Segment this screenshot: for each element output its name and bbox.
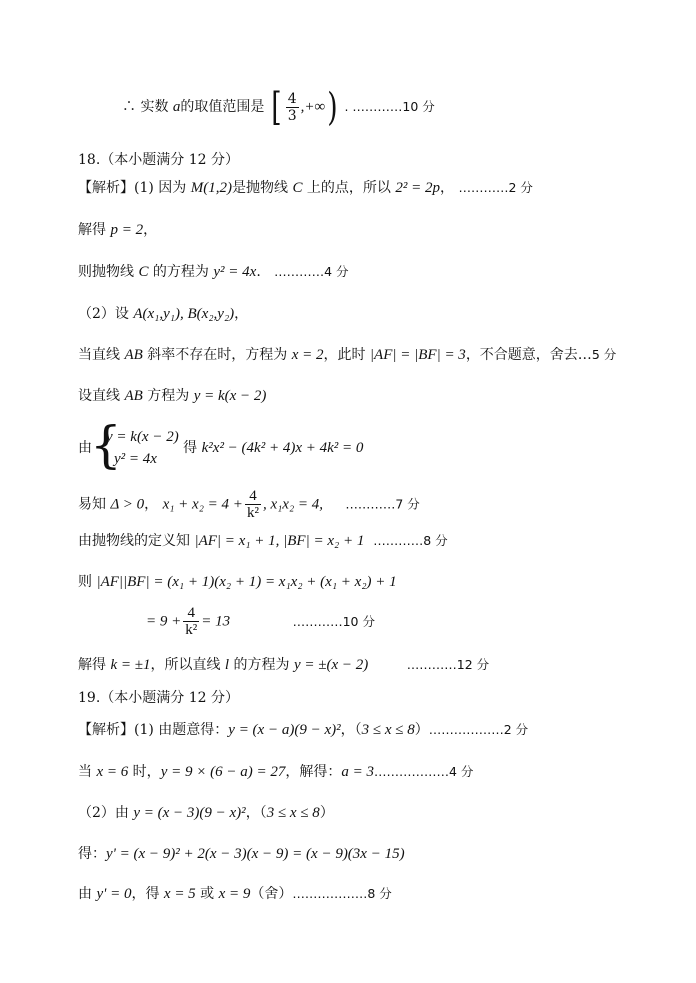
score-mark: …………12 分 bbox=[406, 657, 490, 672]
q19-part1-line: 【解析】(1) 由题意得：y = (x − a)(9 − x)²，（3 ≤ x ≤ 8）………………2 分 bbox=[78, 722, 529, 738]
q18-parabola-equation-line: 则抛物线 C 的方程为 y² = 4x. …………4 分 bbox=[78, 264, 349, 280]
q18-vertical-case-line: 当直线 AB 斜率不存在时，方程为 x = 2，此时 |AF| = |BF| = 3，不合题意，舍去…5 分 bbox=[78, 347, 617, 363]
score-mark: ………………4 分 bbox=[373, 764, 474, 779]
score-mark: …………10 分 bbox=[292, 613, 375, 629]
score-mark: …………8 分 bbox=[373, 533, 448, 548]
q18-final-answer-line: 解得 k = ±1，所以直线 l 的方程为 y = ±(x − 2) …………12 分 bbox=[78, 657, 490, 673]
q18-part1-line: 【解析】(1) 因为 M(1,2)是抛物线 C 上的点，所以 2² = 2p， …………2 分 bbox=[78, 180, 533, 196]
q18-solve-p-line: 解得 p = 2， bbox=[78, 222, 158, 238]
score-mark: . …………10 分 bbox=[344, 99, 435, 114]
q18-system-line: 由 { y = k(x − 2) y² = 4x 得 k²x² − (4k² + 4)x + 4k² = 0 bbox=[78, 416, 364, 474]
score-mark: ………………2 分 bbox=[428, 722, 529, 737]
q18-focal-definition-line: 由抛物线的定义知 |AF| = x₁ + 1, |BF| = x₂ + 1 …………8 分 bbox=[78, 533, 448, 549]
fraction: $\frac{4}{\text{k²}}$ bbox=[246, 488, 259, 521]
q19-critical-point-line: 由 y' = 0，得 x = 5 或 x = 9（舍）………………8 分 bbox=[78, 886, 392, 902]
question-19-heading: 19.（本小题满分 12 分） bbox=[78, 690, 239, 706]
score-mark: 5 分 bbox=[591, 347, 617, 362]
q19-part2-line: （2）由 y = (x − 3)(9 − x)²，（3 ≤ x ≤ 8） bbox=[78, 805, 334, 821]
q18-line-equation-line: 设直线 AB 方程为 y = k(x − 2) bbox=[78, 388, 267, 404]
q19-solve-a-line: 当 x = 6 时，y = 9 × (6 − a) = 27，解得：a = 3………………4 分 bbox=[78, 764, 474, 780]
fraction: $\frac{4}{\text{k²}}$ bbox=[185, 605, 198, 638]
score-mark: …………7 分 bbox=[345, 496, 420, 512]
question-18-heading: 18.（本小题满分 12 分） bbox=[78, 152, 239, 168]
equation-system: { y = k(x − 2) y² = 4x bbox=[90, 416, 179, 474]
score-mark: ………………8 分 bbox=[292, 886, 392, 901]
score-mark: …………2 分 bbox=[458, 180, 533, 195]
q19-derivative-line: 得：y' = (x − 9)² + 2(x − 3)(x − 9) = (x − 9)(3x − 15) bbox=[78, 846, 405, 862]
q18-part2-setup-line: （2）设 A(x₁,y₁), B(x₂,y₂)， bbox=[78, 306, 249, 322]
score-mark: …………4 分 bbox=[274, 264, 349, 279]
q18-product-result-line: = 9 + $\frac{4}{\text{k²}}$ = 13 …………10 分 bbox=[146, 605, 375, 638]
q18-vieta-line: 易知 Δ > 0， x₁ + x₂ = 4 + $\frac{4}{\text{k²}}$ , x₁x₂ = 4, …………7 分 bbox=[78, 488, 420, 521]
fraction: $\frac{4}{3}$ bbox=[287, 90, 297, 124]
q18-product-line: 则 |AF||BF| = (x₁ + 1)(x₂ + 1) = x₁x₂ + (x₁ + x₂) + 1 bbox=[78, 574, 397, 590]
range-conclusion-line: ∴ 实数 a的取值范围是 [ $\frac{4}{3}$ ,+∞) . …………10 分 bbox=[122, 85, 435, 129]
